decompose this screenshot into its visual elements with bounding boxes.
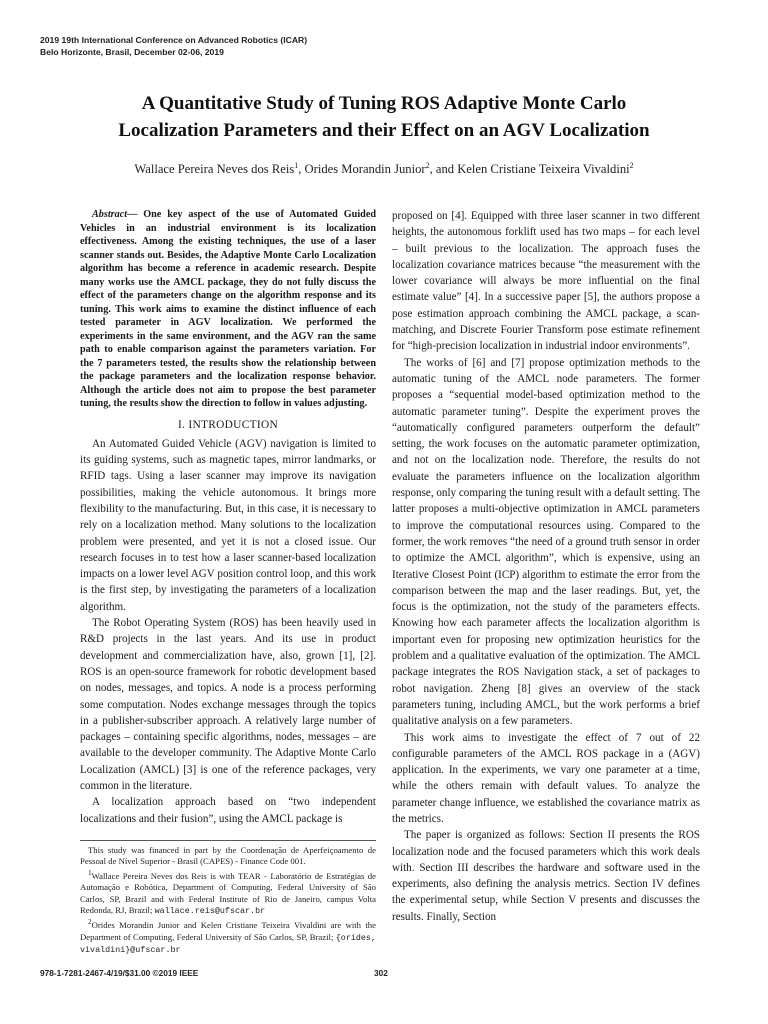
right-paragraph-3: This work aims to investigate the effect of 7 out of 22 configurable parameters of the AMCL ROS package in a (AGV) application. In the experiments, we vary one parameter at a time, while the others remain with default values. To analyze the parameter change influence, we established the covariance matrix as the metrics.	[392, 731, 700, 825]
intro-paragraph-3: A localization approach based on “two independent localizations and their fusion”, using the AMCL package is	[80, 796, 376, 825]
footnote-2-text: Orides Morandin Junior and Kelen Cristiane Teixeira Vivaldini are with the Department of Computing, Federal University of São Carlos, SP, Brazil;	[80, 920, 376, 942]
title-line-2: Localization Parameters and their Effect on an AGV Localization	[118, 120, 650, 141]
intro-paragraph-2: The Robot Operating System (ROS) has been heavily used in R&D projects in the last years. And its use in product development and commercialization have, also, grown [1], [2]. ROS is an open-source framework for robotic development based on nodes, messages, and topics. A node is a process performing some computation. Nodes exchange messages through the topics in a publisher-subscriber approach. A relatively large number of packages – containing specific algorithms, nodes, messages – are available to the developer community. The Adaptive Monte Carlo Localization (AMCL) [3] is one of the reference packages, very common in the literature.	[80, 617, 376, 793]
right-paragraph-2: The works of [6] and [7] propose optimization methods to the automatic tuning of the AMCL node parameters. The former proposes a “sequential model-based optimization method to the automatic parameter tuning”. Despite the experiment proves the “automatically configured parameters outperform the default” setting, the work focuses on the automatic parameter optimization, and not on the localization node. Therefore, the results do not evaluate the parameters influence on the localization algorithm response, only comparing the tuning result with a default setting. The latter proposes a multi-objective optimization in AMCL parameters to improve the computational resources using. Compared to the former, the work removes “the need of a ground truth sensor in order to optimize the AMCL algorithm”, which is expensive, using an Iterative Closest Point (ICP) algorithm to estimate the error from the comparison between the map and the laser readings. But, yet, the focus is the optimization, not the study of the parameters effects. Knowing how each parameter affects the localization algorithm is important even for proposing new optimization heuristics for the problem and a qualitative evaluation of the optimization. The AMCL package integrates the ROS Navigation stack, a set of packages to robot navigation. Zheng [8] gives an overview of the stack parameters tuning, including AMCL, but the work performs a brief qualitative analysis on a few parameters.	[392, 356, 700, 728]
author-2-affil: 2	[425, 161, 430, 170]
title-line-1: A Quantitative Study of Tuning ROS Adaptive Monte Carlo	[141, 93, 627, 114]
conference-header	[40, 34, 307, 58]
author-1-affil: 1	[294, 161, 299, 170]
right-paragraph-1: proposed on [4]. Equipped with three laser scanner in two different heights, the autonomous forklift used has two maps – for each level – built previous to the localization. The approach fuses the localization covariance matrices because “the measurement with the lower covariance will always be more influential on the final estimate value” [4]. In a successive paper [5], the authors propose a pose estimation approach combining the AMCL package, a scan-matching, and Discrete Fourier Transform pose estimate refinement for “high-precision localization in industrial indoor environments”.	[392, 210, 700, 353]
right-column	[392, 208, 700, 925]
author-1: Wallace Pereira Neves dos Reis	[134, 162, 295, 177]
right-paragraph-4: The paper is organized as follows: Section II presents the ROS localization node and the focused parameters which this work deals with. Section III describes the hardware and software used in the experiments, also defining the analysis metrics. Section IV defines the experimental setup, while Section V presents and discusses the results. Finally, Section	[392, 829, 700, 923]
footnote-1-email[interactable]: wallace.reis@ufscar.br	[154, 905, 266, 916]
isbn-line: 978-1-7281-2467-4/19/$31.00 ©2019 IEEE	[40, 968, 199, 978]
author-3: Kelen Cristiane Teixeira Vivaldini	[457, 162, 630, 177]
abstract-dash: —	[127, 209, 144, 220]
conference-location: Belo Horizonte, Brasil, December 02-06, 2019	[40, 47, 224, 57]
footnote-2-email[interactable]: {orides, vivaldini}@ufscar.br	[80, 932, 376, 956]
author-sep-1: ,	[298, 162, 305, 177]
footnote-1-mark: 1	[88, 868, 92, 877]
author-list	[40, 161, 728, 177]
footnotes	[80, 840, 376, 956]
footnote-1	[80, 868, 376, 918]
abstract-text: One key aspect of the use of Automated Guided Vehicles in an industrial environment is its localization effectiveness. Among the existing techniques, the use of a laser scanner stands out. Besides, the Adaptive Monte Carlo Localization algorithm has become a reference in academic research. Despite many works use the AMCL package, they do not fully discuss the effect of the parameters change on the algorithm response and its tuning. This work aims to examine the distinct influence of each tested parameter in AGV localization. We performed the experiments in the same environment, and the AGV ran the same path to enable comparison against the parameters variation. For the 7 parameters tested, the results show the relationship between the package parameters and the localization response behavior. Although the article does not aim to propose the best parameter tuning, the results show the direction to follow in values adjusting.	[80, 209, 377, 409]
section-heading-introduction: I. INTRODUCTION	[177, 418, 279, 431]
footnote-2	[80, 917, 376, 956]
author-sep-2: , and	[429, 162, 458, 177]
page-number: 302	[374, 968, 388, 978]
author-3-affil: 2	[629, 161, 634, 170]
author-2: Orides Morandin Junior	[304, 162, 426, 177]
footnote-1-text: Wallace Pereira Neves dos Reis is with TEAR - Laboratório de Estratégias de Automação e Robótica, Department of Computing, Federal University of São Carlos, SP, Brazil and with Federal Institute of Rio de Janeiro, campus Volta Redonda, RJ, Brazil;	[80, 870, 376, 915]
intro-paragraph-1: An Automated Guided Vehicle (AGV) navigation is limited to its guiding systems, such as magnetic tapes, mirror landmarks, or RFID tags. Using a laser scanner may improve its navigation possibilities, making the vehicle autonomous. It brings more flexibility to the manufacturing. But, in this case, it is necessary to rely on a localization method. Many solutions to the localization problem were presented, and yet it is not a closed issue. Our research focuses in to test how a laser scanner-based localization impacts on a lower level AGV position control loop, and this work is the first step, by investigating the parameters of a localization algorithm.	[80, 437, 376, 613]
footnote-2-mark: 2	[88, 918, 92, 927]
footnote-funding: This study was financed in part by the Coordenação de Aperfeiçoamento de Pessoal de Nível Superior - Brasil (CAPES) - Finance Code 001.	[80, 845, 376, 867]
left-column	[80, 208, 376, 827]
abstract-label: Abstract	[92, 209, 128, 220]
conference-name: 2019 19th International Conference on Advanced Robotics (ICAR)	[40, 35, 308, 45]
abstract	[80, 208, 376, 411]
paper-title	[40, 90, 728, 144]
